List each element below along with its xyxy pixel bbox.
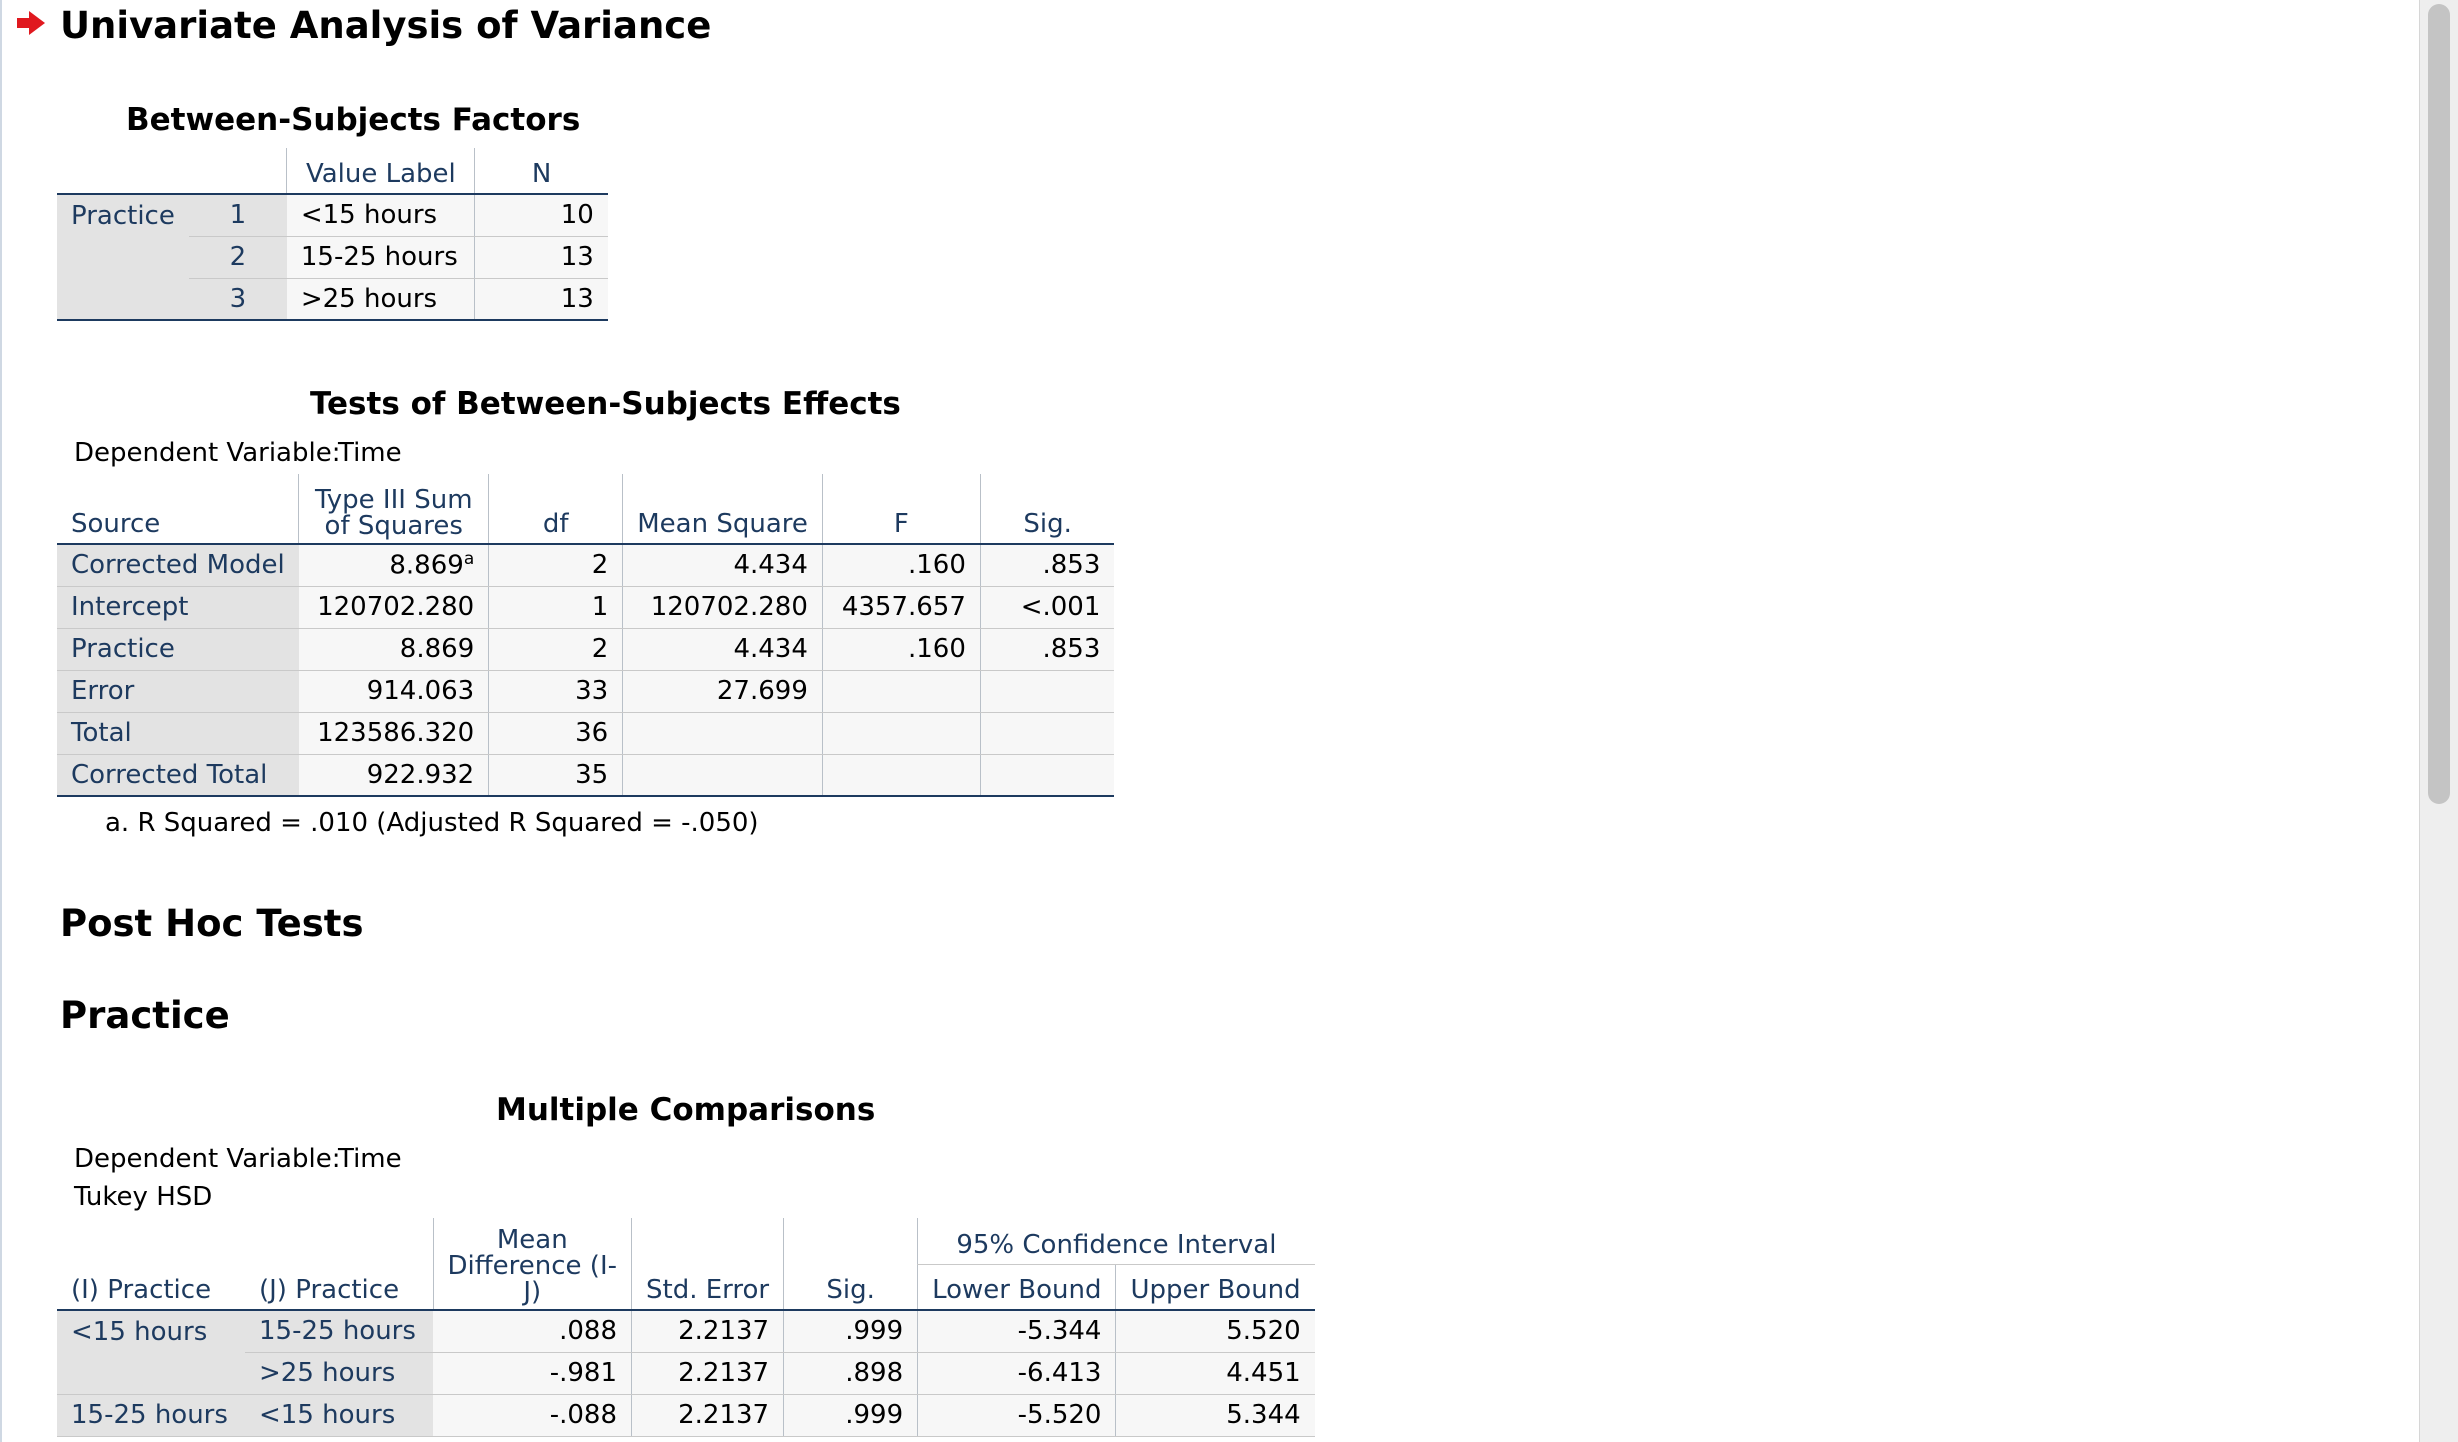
mc-row-j: >25 hours: [245, 1352, 433, 1394]
mc-row-md: -.981: [433, 1352, 632, 1394]
effects-row-source: Corrected Model: [57, 544, 299, 586]
effects-row-f: .160: [822, 544, 980, 586]
mc-dep-var: Time: [338, 1144, 402, 1174]
col-ss-line2: of Squares: [324, 511, 463, 541]
vertical-scrollbar[interactable]: [2419, 0, 2458, 1442]
effects-row-df: 33: [489, 670, 623, 712]
effects-row-source: Practice: [57, 628, 299, 670]
factor-label: Practice: [57, 194, 189, 236]
effects-row-f: .160: [822, 628, 980, 670]
factor-code: 1: [189, 194, 287, 236]
col-md-line2: Difference (I-: [447, 1251, 617, 1281]
col-n: N: [475, 148, 608, 194]
mc-row-sig: .898: [784, 1352, 918, 1394]
col-upper-bound: Upper Bound: [1116, 1264, 1315, 1310]
effects-row-sig: [980, 712, 1114, 754]
effects-row-sig: [980, 754, 1114, 796]
effects-row-ms: [623, 754, 823, 796]
effects-row-df: 2: [489, 628, 623, 670]
mc-row-se: 2.2137: [632, 1394, 784, 1436]
effects-row-df: 35: [489, 754, 623, 796]
effects-dep-var-label: Dependent Variable:: [74, 438, 341, 468]
between-factors-table: [57, 148, 608, 321]
mc-row-lower: -6.413: [918, 1352, 1116, 1394]
practice-heading: Practice: [60, 994, 230, 1037]
col-std-error: Std. Error: [632, 1218, 784, 1310]
mc-row-j: <15 hours: [245, 1394, 433, 1436]
multiple-comparisons-table: [57, 1218, 1315, 1437]
mc-row-md: -.088: [433, 1394, 632, 1436]
factor-value-label: >25 hours: [287, 278, 475, 320]
effects-row-f: [822, 712, 980, 754]
effects-row-f: [822, 754, 980, 796]
factor-n: 13: [475, 278, 608, 320]
mc-row-i: 15-25 hours: [57, 1394, 245, 1436]
mc-row-sig: .999: [784, 1394, 918, 1436]
between-factors-title: Between-Subjects Factors: [126, 102, 581, 138]
factor-value-label: <15 hours: [287, 194, 475, 236]
col-sig: Sig.: [980, 474, 1114, 544]
col-mean-square: Mean Square: [623, 474, 823, 544]
col-sig: Sig.: [784, 1218, 918, 1310]
col-confidence-interval: 95% Confidence Interval: [918, 1218, 1315, 1264]
mc-row-upper: 4.451: [1116, 1352, 1315, 1394]
effects-table: [57, 474, 1114, 797]
effects-row-ss: 914.063: [299, 670, 489, 712]
factor-value-label: 15-25 hours: [287, 236, 475, 278]
col-lower-bound: Lower Bound: [918, 1264, 1116, 1310]
effects-row-ms: 27.699: [623, 670, 823, 712]
col-source: Source: [71, 509, 161, 539]
effects-row-ss: 8.869$^a$: [299, 544, 489, 586]
col-md-line1: Mean: [496, 1225, 568, 1255]
effects-row-ss: 123586.320: [299, 712, 489, 754]
effects-row-source: Corrected Total: [57, 754, 299, 796]
col-md-line3: J): [523, 1277, 542, 1307]
factor-code: 3: [189, 278, 287, 320]
col-ss-line1: Type III Sum: [314, 485, 473, 515]
factor-n: 13: [475, 236, 608, 278]
col-j-practice: (J) Practice: [259, 1275, 400, 1305]
effects-row-df: 36: [489, 712, 623, 754]
scrollbar-thumb[interactable]: [2428, 4, 2450, 804]
mc-row-sig: .999: [784, 1310, 918, 1352]
effects-row-ss: 120702.280: [299, 586, 489, 628]
effects-row-source: Intercept: [57, 586, 299, 628]
col-type-iii-ss: [299, 474, 489, 544]
mc-row-upper: 5.520: [1116, 1310, 1315, 1352]
multiple-comparisons-title: Multiple Comparisons: [496, 1092, 876, 1128]
effects-row-sig: [980, 670, 1114, 712]
main-heading: Univariate Analysis of Variance: [60, 4, 712, 47]
effects-row-df: 1: [489, 586, 623, 628]
effects-footnote: a. R Squared = .010 (Adjusted R Squared = -.050): [105, 808, 759, 838]
mc-row-i: [57, 1352, 245, 1394]
mc-row-se: 2.2137: [632, 1352, 784, 1394]
effects-row-f: 4357.657: [822, 586, 980, 628]
effects-row-sig: .853: [980, 628, 1114, 670]
col-df: df: [489, 474, 623, 544]
effects-row-ss: 8.869: [299, 628, 489, 670]
mc-row-md: .088: [433, 1310, 632, 1352]
effects-row-sig: <.001: [980, 586, 1114, 628]
effects-row-ms: 4.434: [623, 544, 823, 586]
mc-row-upper: 5.344: [1116, 1394, 1315, 1436]
effects-title: Tests of Between-Subjects Effects: [310, 386, 901, 422]
mc-method: Tukey HSD: [74, 1182, 213, 1212]
effects-row-df: 2: [489, 544, 623, 586]
effects-row-ms: [623, 712, 823, 754]
effects-row-sig: .853: [980, 544, 1114, 586]
effects-row-ss: 922.932: [299, 754, 489, 796]
mc-row-lower: -5.344: [918, 1310, 1116, 1352]
effects-row-ms: 4.434: [623, 628, 823, 670]
mc-row-j: 15-25 hours: [245, 1310, 433, 1352]
col-value-label: Value Label: [287, 148, 475, 194]
mc-dep-var-label: Dependent Variable:: [74, 1144, 341, 1174]
effects-row-f: [822, 670, 980, 712]
effects-dep-var: Time: [338, 438, 402, 468]
col-f: F: [822, 474, 980, 544]
factor-n: 10: [475, 194, 608, 236]
post-hoc-heading: Post Hoc Tests: [60, 902, 364, 945]
current-item-arrow-icon: [16, 10, 46, 36]
col-mean-difference: [433, 1218, 632, 1310]
mc-row-se: 2.2137: [632, 1310, 784, 1352]
effects-row-ms: 120702.280: [623, 586, 823, 628]
factor-code: 2: [189, 236, 287, 278]
col-i-practice: (I) Practice: [71, 1275, 212, 1305]
mc-row-i: <15 hours: [57, 1310, 245, 1352]
mc-row-lower: -5.520: [918, 1394, 1116, 1436]
effects-row-source: Total: [57, 712, 299, 754]
effects-row-source: Error: [57, 670, 299, 712]
